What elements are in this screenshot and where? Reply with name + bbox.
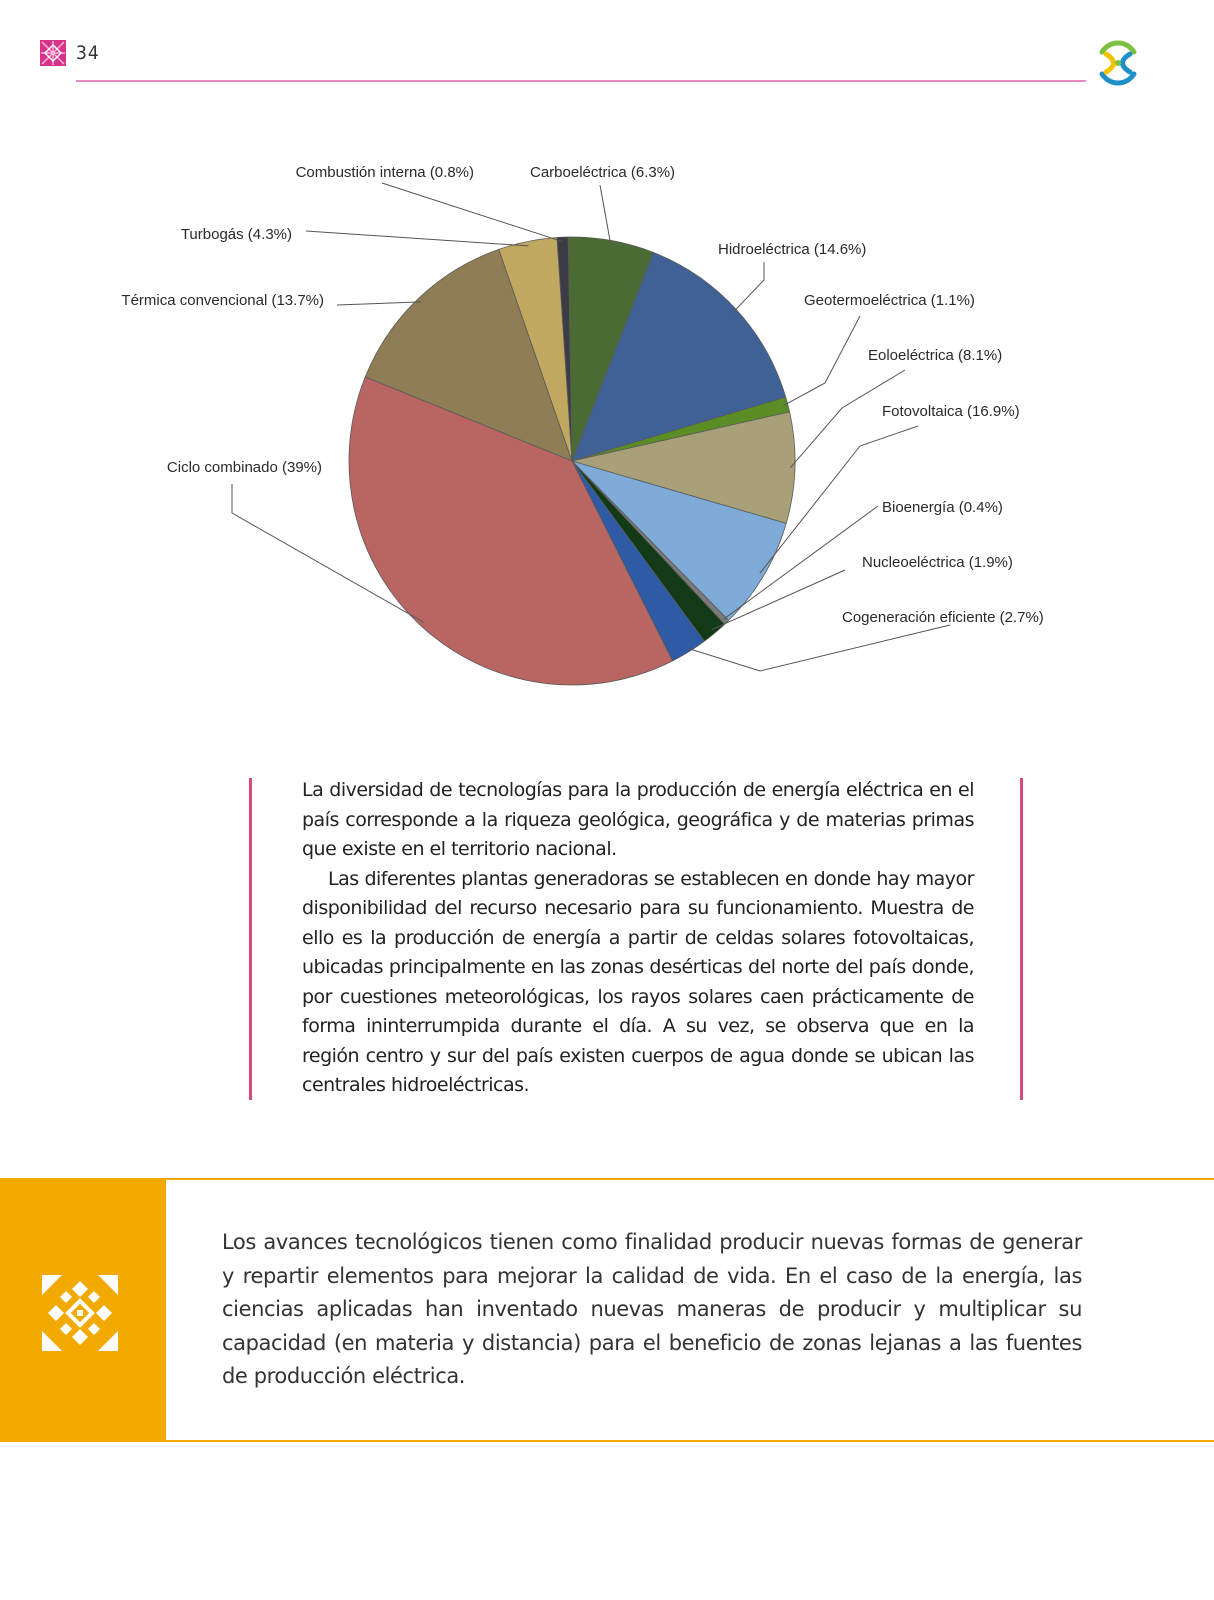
pie-label: Combustión interna (0.8%) [295,164,474,181]
header-rule [76,80,1086,82]
body-paragraph-1: La diversidad de tecnologías para la producción de energía eléctrica en el país corresponde a la riqueza geológica, geográfica y de materias primas que existe en el territorio nacional. [302,779,974,860]
pie-label: Bioenergía (0.4%) [882,499,1003,516]
pie-leader-line [382,183,563,242]
pie-leader-line [306,231,528,246]
text-box-left-accent [249,778,252,1100]
pie-label: Eoloeléctrica (8.1%) [868,347,1003,364]
body-text [302,776,974,1101]
pattern-square-icon [40,40,66,66]
callout-text: Los avances tecnológicos tienen como finalidad producir nuevas formas de generar y repartir elementos para mejorar la calidad de vida. En el caso de la energía, las ciencias aplicadas han inventado nuevas maneras de producir y multiplicar su capacidad (en materia y distancia) para el beneficio de zonas lejanas a las fuentes de producción eléctrica. [222,1230,1082,1388]
pie-label: Nucleoeléctrica (1.9%) [862,554,1013,571]
pie-leader-line [733,262,764,313]
pie-leader-line [337,302,421,305]
pie-label: Carboeléctrica (6.3%) [530,164,676,181]
page-number: 34 [76,42,100,64]
pie-label: Hidroeléctrica (14.6%) [718,241,867,258]
pie-leader-line [600,185,611,245]
callout-rule-bottom [166,1440,1214,1442]
callout-rule-top [166,1178,1214,1180]
textile-pattern-icon [42,1275,118,1351]
pie-leader-line [687,625,950,671]
body-text-box [249,778,1023,1100]
pie-label: Cogeneración eficiente (2.7%) [842,609,1044,626]
pie-label: Geotermoeléctrica (1.1%) [804,292,975,309]
body-paragraph-2: Las diferentes plantas generadoras se establecen en donde hay mayor disponibilidad del recurso necesario para su funcionamiento. Muestra de ello es la producción de energía a partir de celdas solares fotovoltaicas, ubicadas principalmente en las zonas desérticas del norte del país donde, por cuestiones meteorológicas, los rayos solares caen prácticamente de forma ininterrumpida durante el día. A su vez, se observa que en la región centro y sur del país existen cuerpos de agua donde se ubican las centrales hidroeléctricas. [302,867,974,1096]
electricity-generation-pie-chart [0,150,1214,720]
text-box-right-accent [1020,778,1023,1100]
pie-label: Térmica convencional (13.7%) [121,292,324,309]
pie-label: Fotovoltaica (16.9%) [882,403,1020,420]
pie-label: Turbogás (4.3%) [180,226,292,243]
pie-leader-line [784,316,861,406]
pie-label: Ciclo combinado (39%) [166,459,322,476]
program-logo-icon [1094,38,1142,88]
